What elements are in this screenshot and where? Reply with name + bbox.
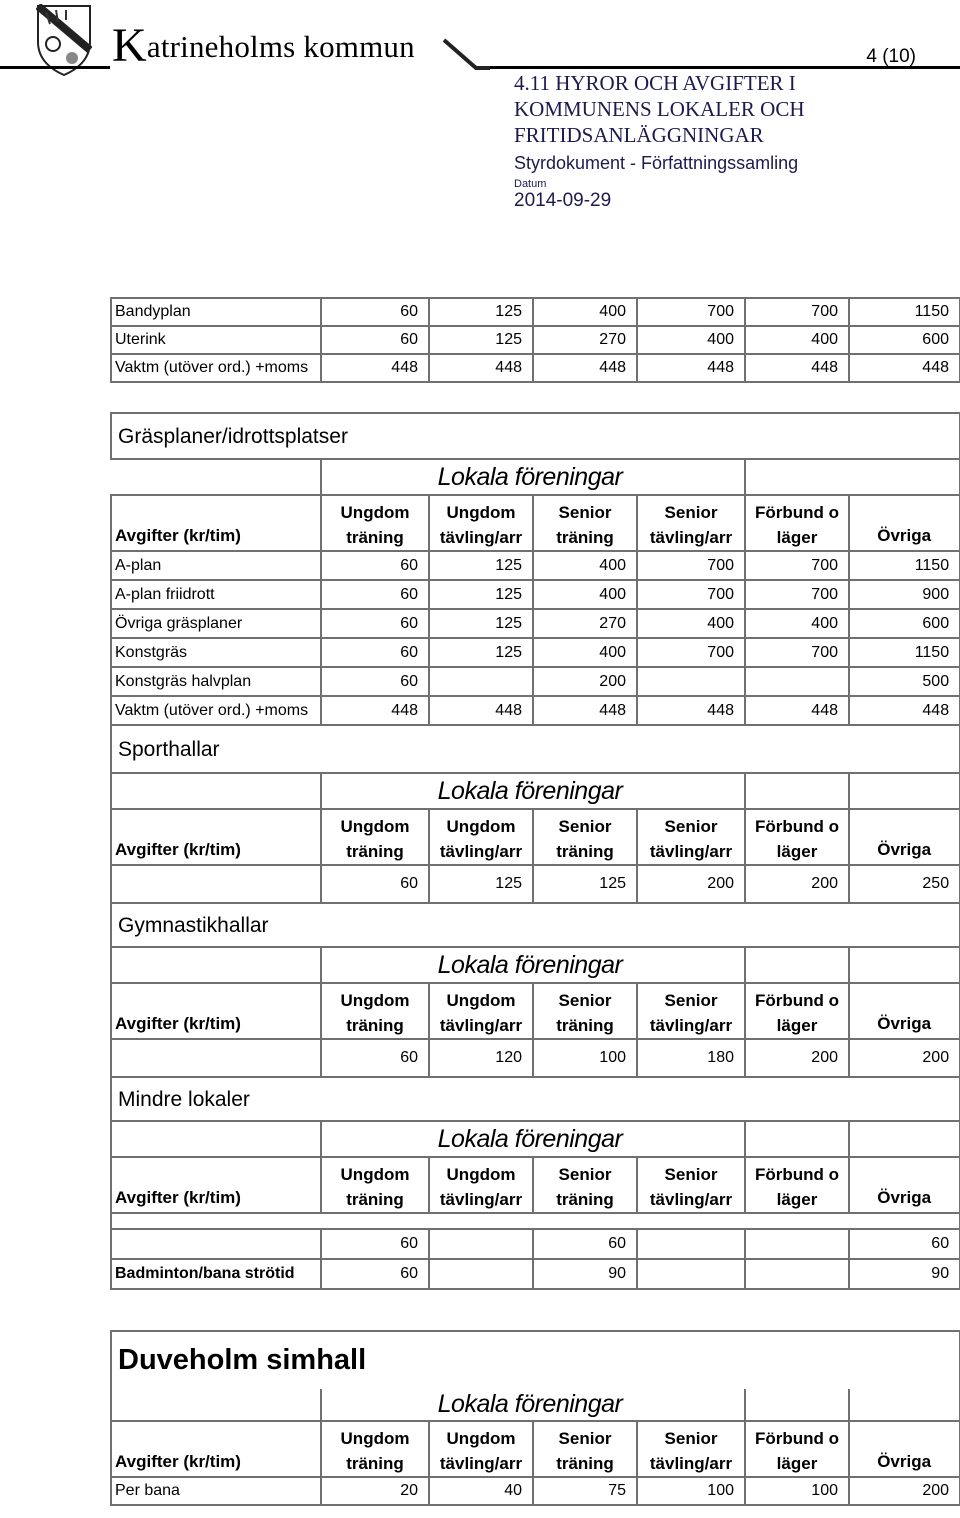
table-row: 60 125 125 200 200 250 [111, 865, 960, 903]
column-header-row: Avgifter (kr/tim) Ungdom träning Ungdom tävling/arr Senior träning Senior tävling/arr Förbund o läger Övriga [111, 983, 960, 1039]
table-row: 60 60 60 [111, 1229, 960, 1259]
brand-swoosh-icon [440, 38, 492, 72]
date-label: Datum [514, 178, 547, 190]
document-title: 4.11 HYROR OCH AVGIFTER I KOMMUNENS LOKALER OCH FRITIDSANLÄGGNINGAR [514, 71, 805, 147]
column-header-row: Avgifter (kr/tim) Ungdom träning Ungdom tävling/arr Senior träning Senior tävling/arr Förbund o läger Övriga [111, 1157, 960, 1213]
table-row: Vaktm (utöver ord.) +moms 448 448 448 448 448 448 [111, 696, 960, 725]
table-row: Konstgräs halvplan 60 200 500 [111, 667, 960, 696]
section-title-sporthallar: Sporthallar [111, 725, 960, 773]
section-title-grasplaner: Gräsplaner/idrottsplatser [111, 413, 960, 459]
fee-table-top [110, 297, 960, 383]
table-row: Övriga gräsplaner 60 125 270 400 400 600 [111, 609, 960, 638]
table-row: Uterink 60 125 270 400 400 600 [111, 326, 960, 354]
fee-table-duveholm [110, 1330, 960, 1506]
group-label: Lokala föreningar [321, 459, 745, 495]
table-row: Konstgräs 60 125 400 700 700 1150 [111, 638, 960, 667]
table-row: A-plan 60 125 400 700 700 1150 [111, 551, 960, 580]
section-title-gymnastikhallar: Gymnastikhallar [111, 903, 960, 947]
table-row: A-plan friidrott 60 125 400 700 700 900 [111, 580, 960, 609]
column-header-row: Avgifter (kr/tim) Ungdom träning Ungdom tävling/arr Senior träning Senior tävling/arr Förbund o läger Övriga [111, 809, 960, 865]
group-label: Lokala föreningar [321, 1389, 745, 1421]
section-title-mindre-lokaler: Mindre lokaler [111, 1077, 960, 1121]
table-row: Vaktm (utöver ord.) +moms 448 448 448 448 448 448 [111, 354, 960, 382]
brand-name: Katrineholms kommun [112, 19, 415, 72]
group-label: Lokala föreningar [321, 947, 745, 983]
page-number: 4 (10) [866, 46, 916, 67]
column-header-row: Avgifter (kr/tim) Ungdom träning Ungdom tävling/arr Senior träning Senior tävling/arr Förbund o läger Övriga [111, 495, 960, 551]
section-title-duveholm: Duveholm simhall [111, 1331, 960, 1389]
table-row: Per bana 20 40 75 100 100 200 [111, 1477, 960, 1505]
table-row: Bandyplan 60 125 400 700 700 1150 [111, 298, 960, 326]
fee-table-main [110, 412, 960, 1290]
document-subtitle: Styrdokument - Författningssamling [514, 153, 799, 173]
group-label: Lokala föreningar [321, 1121, 745, 1157]
header-rule-left [0, 66, 110, 69]
table-row: 60 120 100 180 200 200 [111, 1039, 960, 1077]
group-label: Lokala föreningar [321, 773, 745, 809]
table-row: Badminton/bana strötid 60 90 90 [111, 1259, 960, 1289]
column-header-row: Avgifter (kr/tim) Ungdom träning Ungdom tävling/arr Senior träning Senior tävling/arr Förbund o läger Övriga [111, 1421, 960, 1477]
date-value: 2014-09-29 [514, 190, 612, 211]
